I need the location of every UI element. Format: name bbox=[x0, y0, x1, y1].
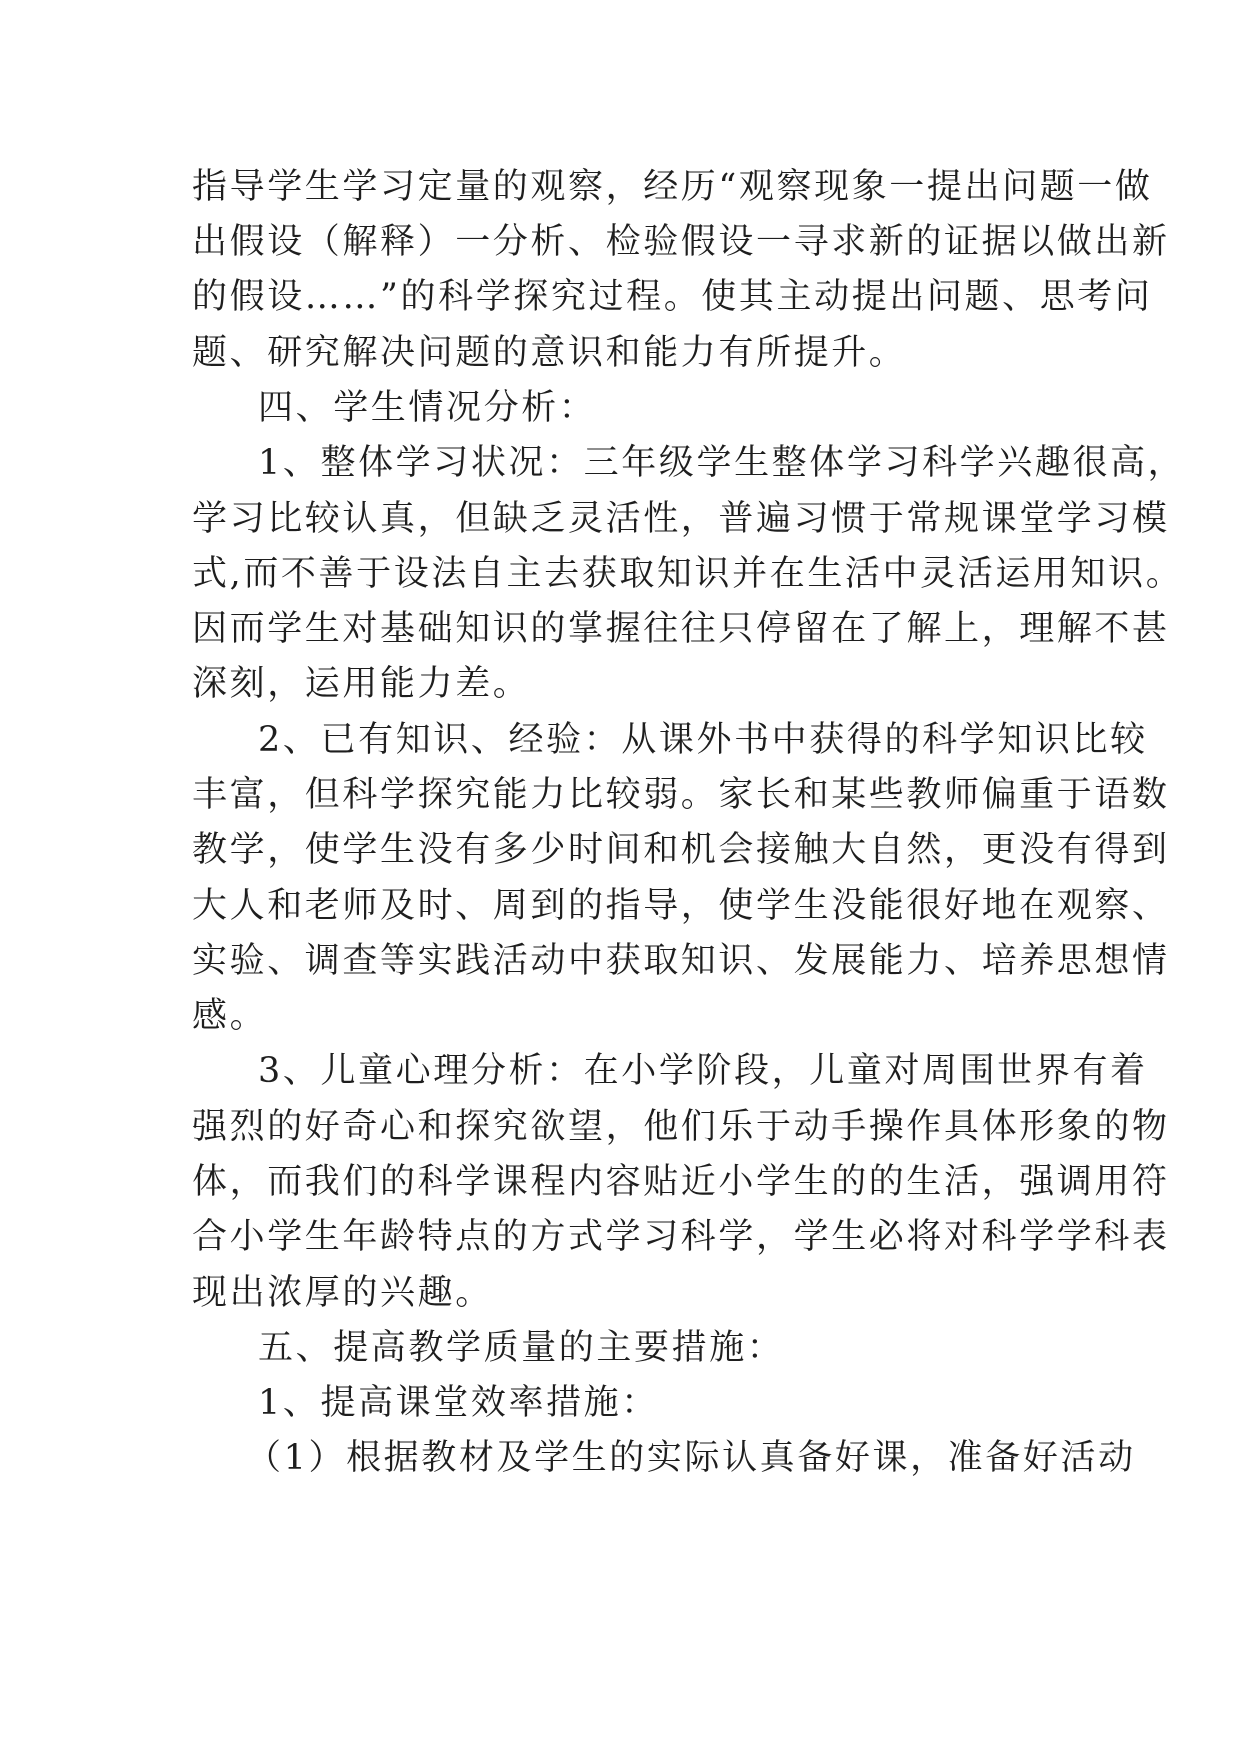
text-line: 强烈的好奇心和探究欲望，他们乐于动手操作具体形象的物 bbox=[192, 1107, 1170, 1147]
text-line: 教学，使学生没有多少时间和机会接触大自然，更没有得到 bbox=[192, 830, 1170, 870]
text-line: 深刻，运用能力差。 bbox=[192, 664, 531, 704]
text-line: 合小学生年龄特点的方式学习科学，学生必将对科学学科表 bbox=[192, 1217, 1170, 1257]
text-line: 题、研究解决问题的意识和能力有所提升。 bbox=[192, 333, 907, 373]
text-line: 感。 bbox=[192, 996, 268, 1036]
text-line: 体，而我们的科学课程内容贴近小学生的的生活，强调用符 bbox=[192, 1162, 1170, 1202]
text-line: 丰富，但科学探究能力比较弱。家长和某些教师偏重于语数 bbox=[192, 775, 1170, 815]
text-line: 大人和老师及时、周到的指导，使学生没能很好地在观察、 bbox=[192, 886, 1170, 926]
text-line: 2、已有知识、经验：从课外书中获得的科学知识比较 bbox=[258, 720, 1148, 760]
text-line: 实验、调查等实践活动中获取知识、发展能力、培养思想情 bbox=[192, 941, 1170, 981]
section-heading: 五、提高教学质量的主要措施： bbox=[258, 1328, 785, 1368]
text-line: 3、儿童心理分析：在小学阶段，儿童对周围世界有着 bbox=[258, 1051, 1148, 1091]
text-line: 式,而不善于设法自主去获取知识并在生活中灵活运用知识。 bbox=[192, 554, 1184, 594]
text-line: 出假设（解释）一分析、检验假设一寻求新的证据以做出新 bbox=[192, 222, 1170, 262]
text-line: 1、整体学习状况：三年级学生整体学习科学兴趣很高， bbox=[258, 443, 1186, 483]
text-line: 指导学生学习定量的观察，经历“观察现象一提出问题一做 bbox=[192, 167, 1153, 207]
text-line: 因而学生对基础知识的掌握往往只停留在了解上，理解不甚 bbox=[192, 609, 1170, 649]
text-line: （1）根据教材及学生的实际认真备好课，准备好活动 bbox=[246, 1438, 1136, 1478]
section-heading: 四、学生情况分析： bbox=[258, 388, 597, 428]
text-line: 学习比较认真，但缺乏灵活性，普遍习惯于常规课堂学习模 bbox=[192, 499, 1170, 539]
text-line: 1、提高课堂效率措施： bbox=[258, 1383, 659, 1423]
text-line: 现出浓厚的兴趣。 bbox=[192, 1273, 493, 1313]
text-line: 的假设……”的科学探究过程。使其主动提出问题、思考问 bbox=[192, 277, 1153, 317]
